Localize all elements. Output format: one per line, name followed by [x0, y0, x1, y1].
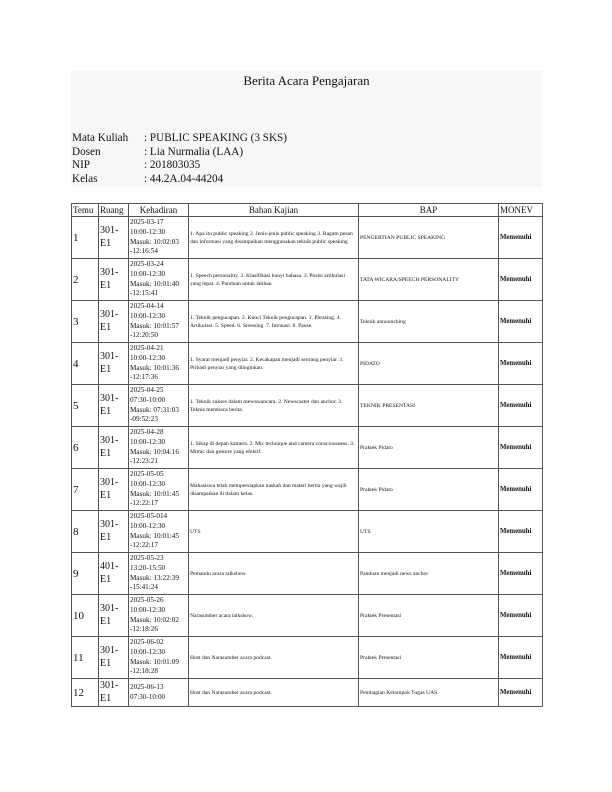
- cell-bap: [359, 595, 499, 637]
- course-info: [72, 132, 287, 186]
- cell-temu: [72, 385, 99, 427]
- temu-number: 9: [73, 567, 79, 580]
- bap-text: PENGERTIAN PUBLIC SPEAKING: [360, 234, 446, 241]
- attendance-schedule: 07:30-10:00: [130, 692, 166, 701]
- col-header-monev: MONEV: [499, 204, 543, 217]
- temu-number: 1: [73, 231, 79, 244]
- table-row: [72, 511, 543, 553]
- attendance-date: 2025-06-13: [130, 682, 164, 691]
- col-header-bap: BAP: [359, 204, 499, 217]
- info-label: Dosen: [72, 145, 101, 158]
- cell-bahan-kajian: [189, 217, 359, 259]
- temu-number: 3: [73, 315, 79, 328]
- attendance-check-out: -12:20:50: [130, 331, 158, 340]
- col-header-ruang: Ruang: [99, 204, 129, 217]
- attendance-date: 2025-05-26: [130, 596, 164, 605]
- cell-bap: [359, 427, 499, 469]
- bap-text: Pembagian Kelompok Tugas UAS: [360, 689, 438, 696]
- attendance-check-out: -12:23:21: [130, 457, 158, 466]
- monev-status: Memenuhi: [500, 360, 532, 367]
- cell-bahan-kajian: [189, 553, 359, 595]
- cell-ruang: [99, 637, 129, 679]
- cell-ruang: [99, 343, 129, 385]
- cell-ruang: [99, 217, 129, 259]
- cell-temu: [72, 595, 99, 637]
- info-label: Kelas: [72, 172, 98, 185]
- monev-status: Memenuhi: [500, 654, 532, 661]
- col-header-kehadiran: Kehadiran: [129, 204, 189, 217]
- bap-text: Praktek Presentasi: [360, 612, 402, 619]
- cell-bahan-kajian: [189, 259, 359, 301]
- attendance-schedule: 10:00-12:30: [130, 479, 166, 488]
- attendance-schedule: 10:00-12:30: [130, 437, 166, 446]
- cell-bap: [359, 217, 499, 259]
- info-value: : Lia Nurmalia (LAA): [144, 145, 244, 158]
- cell-bahan-kajian: [189, 469, 359, 511]
- cell-temu: [72, 469, 99, 511]
- room-code: 401-E1: [100, 561, 119, 585]
- attendance-check-in: Masuk: 10:01:09: [130, 657, 179, 666]
- cell-monev: [499, 637, 543, 679]
- temu-number: 4: [73, 357, 79, 370]
- cell-ruang: [99, 679, 129, 707]
- attendance-check-out: -15:41:24: [130, 583, 158, 592]
- cell-kehadiran: [129, 385, 189, 427]
- info-row-dosen: [72, 146, 287, 160]
- teaching-log-table: [71, 203, 543, 707]
- table-row: [72, 259, 543, 301]
- info-value: : 201803035: [144, 159, 201, 172]
- attendance-check-in: Masuk: 10:02:02: [130, 615, 179, 624]
- bap-text: UTS: [360, 528, 371, 535]
- material-text: 1. Apa itu public speaking 2. Jenis-jenis public speaking 3. Ragam pesan dan informasi yang disampaikan menggunakan teknik public speaking: [190, 230, 353, 245]
- info-row-kelas: [72, 173, 287, 187]
- cell-monev: [499, 511, 543, 553]
- material-text: UTS: [190, 528, 201, 535]
- cell-temu: [72, 511, 99, 553]
- cell-monev: [499, 427, 543, 469]
- attendance-check-in: Masuk: 10:04:16: [130, 447, 179, 456]
- material-text: Host dan Narasumber acara podcast.: [190, 654, 272, 661]
- cell-bap: [359, 679, 499, 707]
- cell-temu: [72, 427, 99, 469]
- cell-monev: [499, 385, 543, 427]
- attendance-date: 2025-05-05: [130, 470, 164, 479]
- room-code: 301-E1: [100, 225, 119, 249]
- cell-bahan-kajian: [189, 301, 359, 343]
- attendance-date: 2025-04-25: [130, 386, 164, 395]
- attendance-check-out: -12:16:54: [130, 247, 158, 256]
- room-code: 301-E1: [100, 351, 119, 375]
- bap-text: Praktek Pidato: [360, 486, 393, 493]
- cell-monev: [499, 343, 543, 385]
- cell-temu: [72, 679, 99, 707]
- cell-temu: [72, 343, 99, 385]
- attendance-check-out: -12:15:41: [130, 289, 158, 298]
- info-value: : 44.2A.04-44204: [144, 172, 224, 185]
- cell-kehadiran: [129, 511, 189, 553]
- cell-bahan-kajian: [189, 679, 359, 707]
- room-code: 301-E1: [100, 267, 119, 291]
- attendance-check-in: Masuk: 10:01:40: [130, 279, 179, 288]
- monev-status: Memenuhi: [500, 402, 532, 409]
- attendance-schedule: 10:00-12:30: [130, 605, 166, 614]
- material-text: Pemandu acara talkshow.: [190, 570, 247, 577]
- cell-kehadiran: [129, 553, 189, 595]
- cell-ruang: [99, 553, 129, 595]
- attendance-check-in: Masuk: 10:02:03: [130, 237, 179, 246]
- attendance-check-out: -12:18:26: [130, 625, 158, 634]
- attendance-check-out: -09:52:23: [130, 415, 158, 424]
- cell-kehadiran: [129, 301, 189, 343]
- cell-bahan-kajian: [189, 385, 359, 427]
- room-code: 301-E1: [100, 519, 119, 543]
- info-row-nip: [72, 159, 287, 173]
- col-header-temu: Temu: [72, 204, 99, 217]
- material-text: 1. Syarat menjadi penyiar. 2. Kecakapan menjadi seorang penyiar. 3. Pribadi penyiar yang diinginkan.: [190, 356, 344, 371]
- attendance-date: 2025-03-17: [130, 218, 164, 227]
- temu-number: 5: [73, 399, 79, 412]
- cell-bap: [359, 469, 499, 511]
- cell-bap: [359, 385, 499, 427]
- cell-kehadiran: [129, 595, 189, 637]
- cell-bahan-kajian: [189, 595, 359, 637]
- room-code: 301-E1: [100, 477, 119, 501]
- attendance-check-out: -12:22:17: [130, 541, 158, 550]
- attendance-schedule: 10:00-12:30: [130, 521, 166, 530]
- table-header-row: [72, 204, 543, 217]
- bap-text: Praktek Presentasi: [360, 654, 402, 661]
- cell-monev: [499, 259, 543, 301]
- attendance-date: 2025-05-23: [130, 554, 164, 563]
- attendance-schedule: 10:00-12:30: [130, 353, 166, 362]
- attendance-schedule: 10:00-12:30: [130, 311, 166, 320]
- room-code: 301-E1: [100, 309, 119, 333]
- attendance-check-out: -12:18:28: [130, 667, 158, 676]
- material-text: Host dan Narasumber acara podcast.: [190, 689, 272, 696]
- cell-monev: [499, 679, 543, 707]
- attendance-date: 2025-04-21: [130, 344, 164, 353]
- cell-kehadiran: [129, 343, 189, 385]
- cell-temu: [72, 553, 99, 595]
- table-row: [72, 595, 543, 637]
- temu-number: 8: [73, 525, 79, 538]
- document-header: [71, 71, 542, 187]
- monev-status: Memenuhi: [500, 689, 532, 696]
- material-text: 1. Speech personality. 2. Klasifikasi bunyi bahasa. 3. Posisi artikulasi yang tepat. 4. Panduan untuk latihan: [190, 272, 345, 287]
- table-row: [72, 343, 543, 385]
- temu-number: 11: [73, 651, 84, 664]
- cell-kehadiran: [129, 469, 189, 511]
- info-label: Mata Kuliah: [72, 132, 129, 144]
- cell-bap: [359, 259, 499, 301]
- monev-status: Memenuhi: [500, 612, 532, 619]
- table-row: [72, 385, 543, 427]
- bap-text: Panduan menjadi news anchor: [360, 570, 429, 577]
- cell-bap: [359, 637, 499, 679]
- cell-bap: [359, 301, 499, 343]
- monev-status: Memenuhi: [500, 570, 532, 577]
- material-text: 1. Sikap di depan kamera. 2. Mic technique and camera consciousness. 3. Mimic dan gesture yang efektif.: [190, 440, 355, 455]
- attendance-check-in: Masuk: 10:01:45: [130, 489, 179, 498]
- table-row: [72, 469, 543, 511]
- cell-ruang: [99, 427, 129, 469]
- room-code: 301-E1: [100, 435, 119, 459]
- cell-kehadiran: [129, 217, 189, 259]
- material-text: 1. Teknik pengucapan. 2. Kunci Teknik pengucapan. 3. Phrasing. 4. Artikulasi. 5. Speed. 6. Stressing. 7. Intonasi. 8. Pause.: [190, 314, 341, 329]
- cell-ruang: [99, 511, 129, 553]
- room-code: 301-E1: [100, 603, 119, 627]
- cell-bahan-kajian: [189, 343, 359, 385]
- document-title: Berita Acara Pengajaran: [243, 73, 370, 88]
- monev-status: Memenuhi: [500, 528, 532, 535]
- cell-ruang: [99, 259, 129, 301]
- bap-text: Teknik announching: [360, 318, 406, 325]
- cell-bahan-kajian: [189, 427, 359, 469]
- cell-ruang: [99, 385, 129, 427]
- room-code: 301-E1: [100, 645, 119, 669]
- attendance-date: 2025-05-014: [130, 512, 168, 521]
- attendance-date: 2025-06-02: [130, 638, 164, 647]
- attendance-schedule: 10:00-12:30: [130, 647, 166, 656]
- attendance-schedule: 13:20-15:50: [130, 563, 166, 572]
- cell-kehadiran: [129, 259, 189, 301]
- cell-temu: [72, 259, 99, 301]
- monev-status: Memenuhi: [500, 276, 532, 283]
- table-row: [72, 427, 543, 469]
- attendance-check-in: Masuk: 10:01:45: [130, 531, 179, 540]
- temu-number: 10: [73, 609, 84, 622]
- temu-number: 7: [73, 483, 79, 496]
- cell-ruang: [99, 469, 129, 511]
- bap-text: Praktek Pidato: [360, 444, 393, 451]
- cell-temu: [72, 637, 99, 679]
- attendance-check-in: Masuk: 10:01:36: [130, 363, 179, 372]
- attendance-check-in: Masuk: 13:22:39: [130, 573, 179, 582]
- attendance-check-in: Masuk: 10:01:57: [130, 321, 179, 330]
- bap-text: TATA WICARA/SPEECH PERSONALITY: [360, 276, 460, 283]
- cell-kehadiran: [129, 427, 189, 469]
- info-row-mata-kuliah: [72, 132, 287, 146]
- table-row: [72, 553, 543, 595]
- material-text: Mahasiswa telah mempersiapkan naskah dan materi berita yang wajib disampaikan di dalam kelas.: [190, 482, 347, 497]
- info-value: : PUBLIC SPEAKING (3 SKS): [144, 132, 287, 144]
- cell-monev: [499, 595, 543, 637]
- cell-kehadiran: [129, 637, 189, 679]
- attendance-date: 2025-03-24: [130, 260, 164, 269]
- cell-bap: [359, 553, 499, 595]
- monev-status: Memenuhi: [500, 318, 532, 325]
- attendance-check-out: -12:22:17: [130, 499, 158, 508]
- attendance-date: 2025-04-14: [130, 302, 164, 311]
- cell-bap: [359, 343, 499, 385]
- table-row: [72, 217, 543, 259]
- cell-monev: [499, 217, 543, 259]
- cell-bap: [359, 511, 499, 553]
- attendance-check-in: Masuk: 07:31:03: [130, 405, 179, 414]
- bap-text: TEKNIK PRESENTASI: [360, 402, 416, 409]
- room-code: 301-E1: [100, 393, 119, 417]
- cell-ruang: [99, 301, 129, 343]
- table-row: [72, 679, 543, 707]
- cell-ruang: [99, 595, 129, 637]
- room-code: 301-E1: [100, 680, 119, 704]
- attendance-date: 2025-04-28: [130, 428, 164, 437]
- temu-number: 6: [73, 441, 79, 454]
- material-text: 1. Teknik sukses dalam mewawancara. 2. Newscaster dan anchor. 3. Teknis membaca berita.: [190, 398, 343, 413]
- cell-temu: [72, 217, 99, 259]
- monev-status: Memenuhi: [500, 486, 532, 493]
- cell-monev: [499, 469, 543, 511]
- temu-number: 12: [73, 686, 84, 699]
- monev-status: Memenuhi: [500, 234, 532, 241]
- material-text: Narasumber acara talkshow.: [190, 612, 254, 619]
- attendance-schedule: 07:30-10:00: [130, 395, 166, 404]
- col-header-bahan-kajian: Bahan Kajian: [189, 204, 359, 217]
- temu-number: 2: [73, 273, 79, 286]
- cell-temu: [72, 301, 99, 343]
- cell-monev: [499, 301, 543, 343]
- attendance-schedule: 10:00-12:30: [130, 269, 166, 278]
- attendance-schedule: 10:00-12:30: [130, 227, 166, 236]
- info-label: NIP: [72, 159, 91, 172]
- cell-bahan-kajian: [189, 511, 359, 553]
- table-row: [72, 301, 543, 343]
- cell-bahan-kajian: [189, 637, 359, 679]
- cell-monev: [499, 553, 543, 595]
- bap-text: PIDATO: [360, 360, 380, 367]
- attendance-check-out: -12:17:36: [130, 373, 158, 382]
- table-row: [72, 637, 543, 679]
- cell-kehadiran: [129, 679, 189, 707]
- monev-status: Memenuhi: [500, 444, 532, 451]
